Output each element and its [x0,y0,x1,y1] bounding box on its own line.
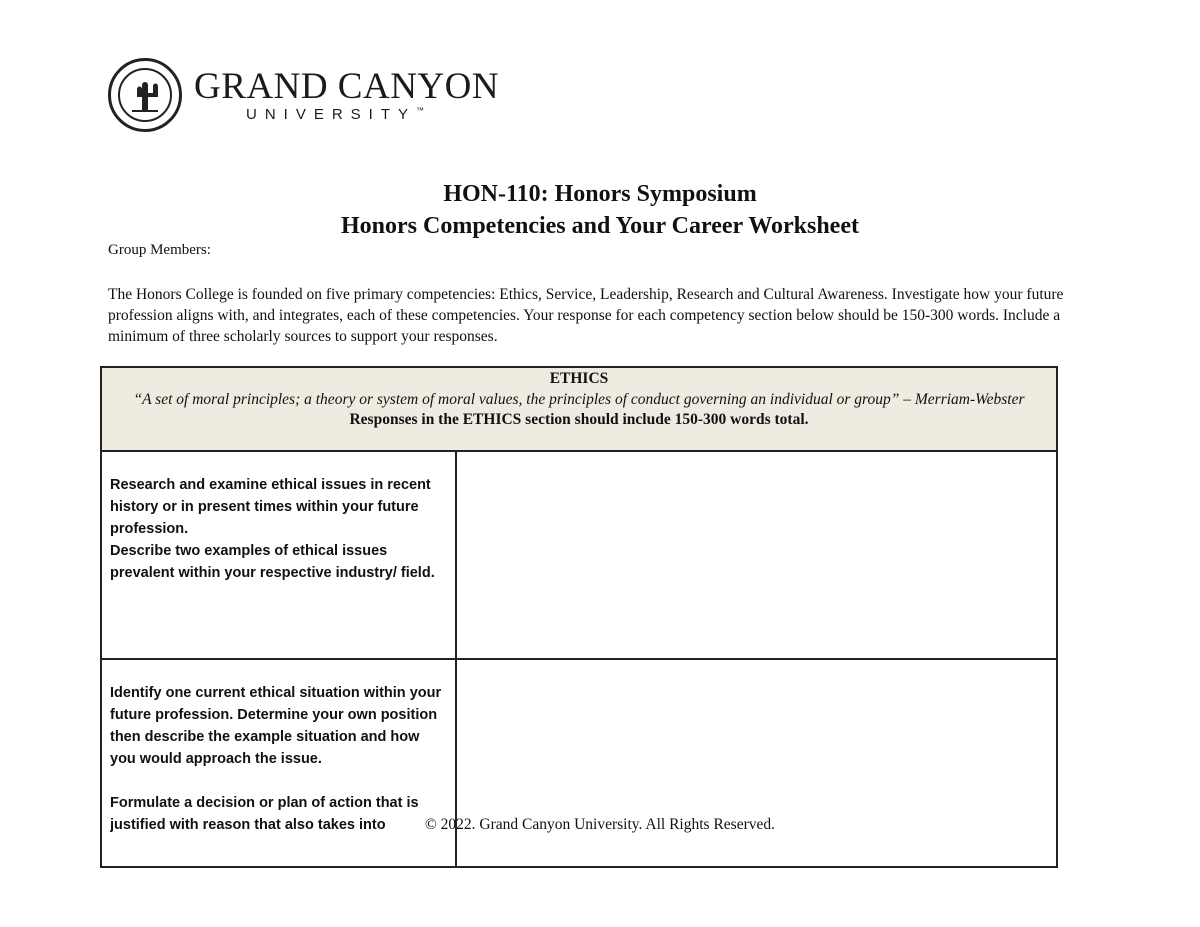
ethics-table [100,366,1058,868]
ethics-heading: ETHICS [549,370,609,387]
university-subtitle: UNIVERSITY [246,106,417,123]
group-members-label: Group Members: [108,242,211,258]
ethics-prompt-1 [101,451,456,659]
university-seal-icon [108,58,182,132]
title-line-1: HON-110: Honors Symposium [443,181,757,207]
prompt-2-part-a: Identify one current ethical situation within your future profession. Determine your own position then describe the example situation and how you would approach the issue. [110,685,442,767]
copyright-footer: © 2022. Grand Canyon University. All Rights Reserved. [424,816,775,833]
ethics-prompt-2 [101,659,456,867]
ethics-header [101,367,1057,451]
ethics-response-1[interactable] [456,451,1057,659]
ethics-response-2[interactable] [456,659,1057,867]
ethics-definition: “A set of moral principles; a theory or system of moral values, the principles of conduct governing an individual or group” – Merriam-Webster [133,390,1025,408]
prompt-1-part-b: Describe two examples of ethical issues prevalent within your respective industry/ field. [110,543,435,581]
university-name: GRAND CANYON [194,66,500,107]
trademark-symbol: ™ [416,106,425,115]
intro-paragraph: The Honors College is founded on five primary competencies: Ethics, Service, Leadership, Research and Cultural Awareness. Investigate how your future profession aligns with, and integrates, each of these competencies. Your response for each competency section below should be 150-300 words. Include a minimum of three scholarly sources to support your responses. [108,286,1064,345]
document-title [0,178,1200,242]
university-logo [108,58,499,132]
title-line-2: Honors Competencies and Your Career Worksheet [341,213,859,239]
ethics-requirement: Responses in the ETHICS section should include 150-300 words total. [349,411,809,428]
prompt-1-part-a: Research and examine ethical issues in recent history or in present times within your future profession. [110,477,431,537]
prompt-2-part-b: Formulate a decision or plan of action that is justified with reason that also takes into [110,795,419,833]
